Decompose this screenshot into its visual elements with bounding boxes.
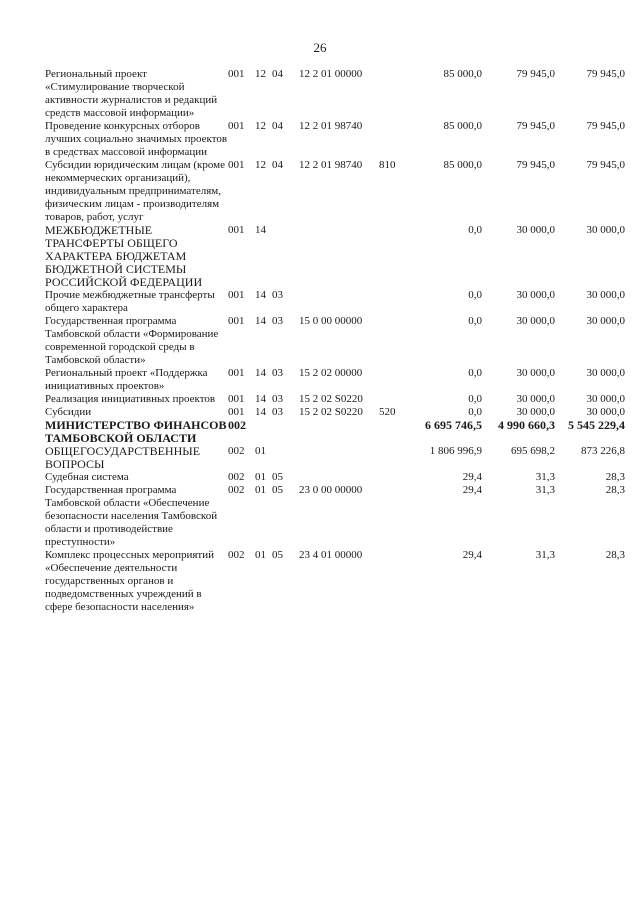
row-rz: 12	[255, 159, 266, 171]
row-amount-year3: 79 945,0	[586, 120, 625, 132]
row-pr: 03	[272, 406, 283, 418]
row-amount-year1: 0,0	[468, 315, 482, 327]
row-amount-year1: 29,4	[462, 471, 482, 483]
row-vr	[379, 471, 409, 484]
row-amount-year2: 31,3	[535, 484, 555, 496]
budget-table	[45, 68, 625, 614]
row-pr: 04	[272, 120, 283, 132]
table-row	[45, 120, 625, 159]
row-vr	[379, 393, 409, 406]
row-name: ОБЩЕГОСУДАРСТВЕННЫЕ ВОПРОСЫ	[45, 444, 201, 471]
row-name: Государственная программа Тамбовской области «Формирование современной городской среды в Тамбовской области»	[45, 315, 219, 366]
row-csr: 15 2 02 S0220	[299, 406, 363, 418]
row-name: Региональный проект «Стимулирование творческой активности журналистов и редакций средств массовой информации»	[45, 68, 218, 119]
row-name: Судебная система	[45, 471, 129, 483]
row-amount-year3: 30 000,0	[586, 367, 625, 379]
row-csr: 12 2 01 98740	[299, 159, 363, 171]
row-pr: 05	[272, 549, 283, 561]
row-amount-year2: 79 945,0	[516, 68, 555, 80]
row-name: Прочие межбюджетные трансферты общего характера	[45, 289, 215, 314]
row-amount-year1: 1 806 996,9	[429, 445, 482, 457]
row-amount-year3: 30 000,0	[586, 224, 625, 236]
row-rz	[255, 419, 272, 445]
row-csr	[299, 289, 379, 315]
row-vr	[379, 289, 409, 315]
row-amount-year1: 0,0	[468, 289, 482, 301]
row-rz: 01	[255, 484, 266, 496]
row-amount-year1: 6 695 746,5	[425, 418, 482, 432]
table-row	[45, 289, 625, 315]
row-amount-year2: 30 000,0	[516, 289, 555, 301]
row-pr: 03	[272, 393, 283, 405]
row-amount-year2: 30 000,0	[516, 406, 555, 418]
table-row	[45, 484, 625, 549]
row-ved: 002	[228, 549, 245, 561]
row-amount-year2: 30 000,0	[516, 393, 555, 405]
row-pr: 04	[272, 159, 283, 171]
table-row	[45, 68, 625, 120]
row-amount-year2: 31,3	[535, 549, 555, 561]
row-amount-year3: 28,3	[605, 484, 625, 496]
row-amount-year3: 30 000,0	[586, 315, 625, 327]
row-ved: 002	[228, 445, 245, 457]
row-ved: 001	[228, 224, 245, 236]
row-amount-year3: 5 545 229,4	[568, 418, 625, 432]
row-pr: 03	[272, 289, 283, 301]
row-pr: 03	[272, 315, 283, 327]
row-amount-year2: 30 000,0	[516, 367, 555, 379]
row-vr	[379, 549, 409, 614]
row-name: Проведение конкурсных отборов лучших социально значимых проектов в средствах массовой информации	[45, 120, 228, 158]
row-amount-year3: 30 000,0	[586, 406, 625, 418]
table-row	[45, 471, 625, 484]
row-amount-year2: 695 698,2	[511, 445, 555, 457]
row-pr	[272, 445, 299, 471]
row-amount-year1: 0,0	[468, 224, 482, 236]
table-row	[45, 159, 625, 224]
row-amount-year3: 873 226,8	[581, 445, 625, 457]
row-amount-year3: 30 000,0	[586, 393, 625, 405]
row-ved: 001	[228, 68, 245, 80]
row-ved: 001	[228, 406, 245, 418]
row-name: Комплекс процессных мероприятий «Обеспечение деятельности государственных органов и подведомственных учреждений в сфере безопасности населения»	[45, 549, 214, 613]
row-vr	[379, 419, 409, 445]
row-amount-year3: 28,3	[605, 471, 625, 483]
row-amount-year1: 85 000,0	[443, 68, 482, 80]
row-amount-year3: 28,3	[605, 549, 625, 561]
row-amount-year1: 0,0	[468, 393, 482, 405]
table-row	[45, 315, 625, 367]
row-amount-year3: 79 945,0	[586, 159, 625, 171]
row-csr: 15 2 02 S0220	[299, 393, 363, 405]
row-amount-year2: 30 000,0	[516, 315, 555, 327]
row-name: Государственная программа Тамбовской области «Обеспечение безопасности населения Тамбовской области и противодействие преступности»	[45, 484, 218, 548]
row-csr: 15 2 02 00000	[299, 367, 363, 379]
row-ved: 002	[228, 484, 245, 496]
row-vr	[379, 484, 409, 549]
row-name: Региональный проект «Поддержка инициативных проектов»	[45, 367, 208, 392]
row-vr	[379, 445, 409, 471]
row-name: МИНИСТЕРСТВО ФИНАНСОВ ТАМБОВСКОЙ ОБЛАСТИ	[45, 418, 227, 445]
row-csr: 12 2 01 00000	[299, 68, 363, 80]
row-rz: 01	[255, 445, 266, 457]
row-rz: 14	[255, 315, 266, 327]
table-row	[45, 224, 625, 289]
row-ved: 001	[228, 393, 245, 405]
row-ved: 001	[228, 367, 245, 379]
row-csr	[299, 419, 379, 445]
row-rz: 14	[255, 393, 266, 405]
row-rz: 01	[255, 549, 266, 561]
row-rz: 01	[255, 471, 266, 483]
row-vr: 810	[379, 159, 396, 171]
row-rz: 12	[255, 120, 266, 132]
row-amount-year3: 30 000,0	[586, 289, 625, 301]
row-pr: 04	[272, 68, 283, 80]
row-amount-year3: 79 945,0	[586, 68, 625, 80]
row-pr	[272, 419, 299, 445]
row-amount-year2: 31,3	[535, 471, 555, 483]
row-pr: 05	[272, 471, 283, 483]
row-rz: 14	[255, 224, 266, 236]
row-amount-year1: 85 000,0	[443, 120, 482, 132]
row-amount-year1: 29,4	[462, 484, 482, 496]
row-amount-year2: 30 000,0	[516, 224, 555, 236]
row-ved: 001	[228, 315, 245, 327]
row-rz: 12	[255, 68, 266, 80]
row-csr: 23 0 00 00000	[299, 484, 363, 496]
row-csr	[299, 445, 379, 471]
row-pr	[272, 224, 299, 289]
row-vr: 520	[379, 406, 396, 418]
row-amount-year2: 79 945,0	[516, 120, 555, 132]
row-ved: 002	[228, 418, 246, 432]
row-amount-year1: 29,4	[462, 549, 482, 561]
table-row	[45, 419, 625, 445]
row-vr	[379, 224, 409, 289]
row-vr	[379, 120, 409, 159]
row-ved: 001	[228, 159, 245, 171]
row-pr: 05	[272, 484, 283, 496]
row-csr: 15 0 00 00000	[299, 315, 363, 327]
row-amount-year1: 0,0	[468, 367, 482, 379]
row-name: Реализация инициативных проектов	[45, 393, 216, 405]
row-vr	[379, 68, 409, 120]
table-row	[45, 367, 625, 393]
row-rz: 14	[255, 367, 266, 379]
row-csr	[299, 224, 379, 289]
row-rz: 14	[255, 289, 266, 301]
row-amount-year1: 85 000,0	[443, 159, 482, 171]
row-ved: 001	[228, 289, 245, 301]
row-ved: 002	[228, 471, 245, 483]
row-rz: 14	[255, 406, 266, 418]
row-vr	[379, 315, 409, 367]
row-name: МЕЖБЮДЖЕТНЫЕ ТРАНСФЕРТЫ ОБЩЕГО ХАРАКТЕРА БЮДЖЕТАМ БЮДЖЕТНОЙ СИСТЕМЫ РОССИЙСКОЙ ФЕДЕРАЦИИ	[45, 223, 203, 289]
page-number: 26	[313, 40, 327, 55]
table-row	[45, 393, 625, 406]
row-csr: 23 4 01 00000	[299, 549, 363, 561]
row-csr	[299, 471, 379, 484]
row-name: Субсидии	[45, 406, 92, 418]
row-vr	[379, 367, 409, 393]
row-csr: 12 2 01 98740	[299, 120, 363, 132]
row-amount-year1: 0,0	[468, 406, 482, 418]
row-amount-year2: 4 990 660,3	[498, 418, 555, 432]
table-row	[45, 445, 625, 471]
row-pr: 03	[272, 367, 283, 379]
row-name: Субсидии юридическим лицам (кроме некоммерческих организаций), индивидуальным предпринимателям, физическим лицам - производителям товаров, работ, услуг	[45, 159, 226, 223]
row-amount-year2: 79 945,0	[516, 159, 555, 171]
table-row	[45, 549, 625, 614]
row-ved: 001	[228, 120, 245, 132]
